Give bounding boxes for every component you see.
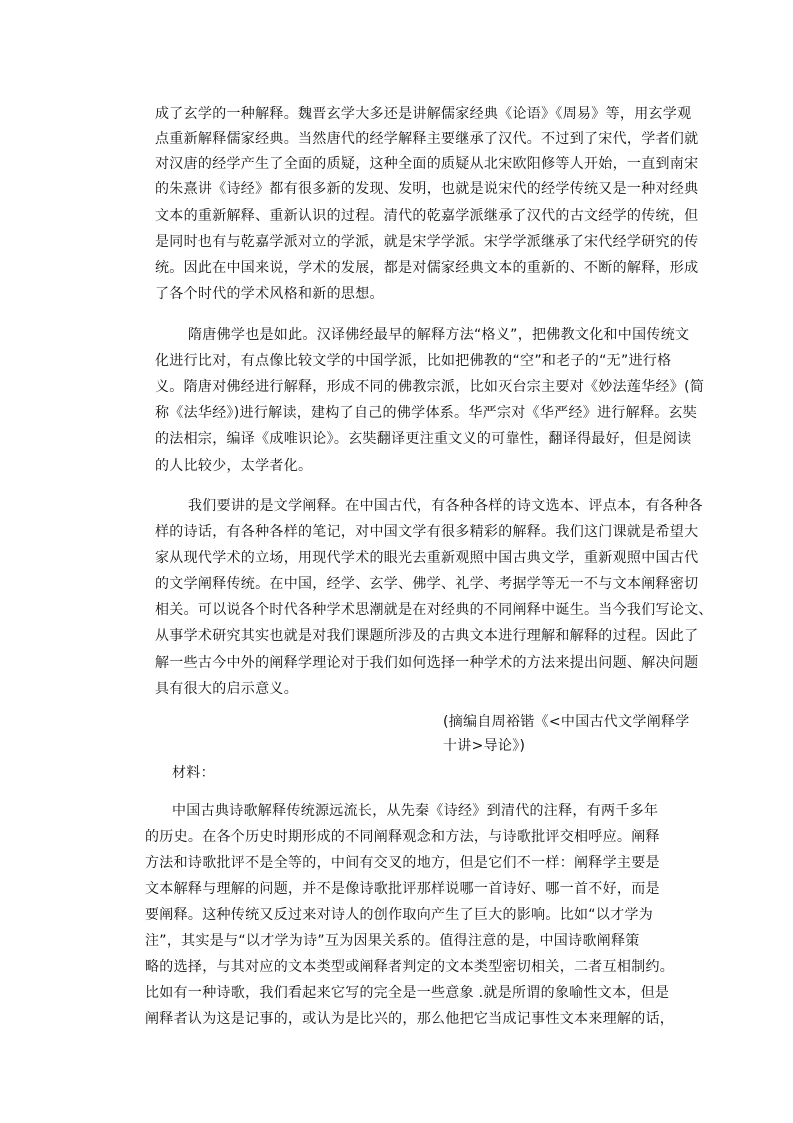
body-line: 具有很大的启示意义。 [155, 681, 298, 697]
material-line: 比如有一种诗歌，我们看起来它写的完全是一些意象 .就是所谓的象喻性文本，但是 [145, 985, 670, 1001]
body-line: 成了玄学的一种解释。魏晋玄学大多还是讲解儒家经典《论语》《周易》等，用玄学观 [155, 106, 692, 122]
body-line: 我们要讲的是文学阐释。在中国古代，有各种各样的诗文选本、评点本，有各种各 [188, 498, 703, 514]
body-line: 的法相宗，编译《成唯识论》。玄奘翻译更注重文义的可靠性，翻译得最好，但是阅读 [155, 431, 692, 447]
body-line: 是同时也有与乾嘉学派对立的学派，就是宋学学派。宋学学派继承了宋代经学研究的传 [155, 234, 699, 250]
material-line: 要阐释。这种传统又反过来对诗人的创作取向产生了巨大的影响。比如“以才学为 [145, 907, 654, 923]
body-line: 的人比较少，太学者化。 [155, 458, 313, 474]
body-line: 相关。可以说各个时代各种学术思潮就是在对经典的不同阐释中诞生。当今我们写论文、 [155, 602, 713, 618]
body-line: 文本的重新解释、重新认识的过程。清代的乾嘉学派继承了汉代的古文经学的传统，但 [155, 208, 699, 224]
body-line: 家从现代学术的立场，用现代学术的眼光去重新观照中国古典文学，重新观照中国古代 [155, 550, 699, 566]
material-line: 的历史。在各个历史时期形成的不同阐释观念和方法，与诗歌批评交相呼应。阐释 [145, 829, 660, 845]
body-line: 解一些古今中外的阐释学理论对于我们如何选择一种学术的方法来提出问题、解决问题 [155, 655, 699, 671]
body-line: 称《法华经》)进行解读，建构了自己的佛学体系。华严宗对《华严经》进行解释。玄奘 [155, 405, 698, 421]
body-line: 从事学术研究其实也就是对我们课题所涉及的古典文本进行理解和解释的过程。因此了 [155, 628, 699, 644]
body-line: 的文学阐释传统。在中国，经学、玄学、佛学、礼学、考据学等无一不与文本阐释密切 [155, 576, 699, 592]
body-line: 了各个时代的学术风格和新的思想。 [155, 286, 384, 302]
body-line: 统。因此在中国来说，学术的发展，都是对儒家经典文本的重新的、不断的解释，形成 [155, 260, 699, 276]
body-line: 隋唐佛学也是如此。汉译佛经最早的解释方法“格义”，把佛教文化和中国传统文 [188, 327, 690, 343]
body-line: 化进行比对，有点像比较文学的中国学派，比如把佛教的“空”和老子的“无”进行格 [155, 353, 672, 369]
body-line: 样的诗话，有各种各样的笔记，对中国文学有很多精彩的解释。我们这门课就是希望大 [155, 524, 699, 540]
body-line: 的朱熹讲《诗经》都有很多新的发现、发明，也就是说宋代的经学传统又是一种对经典 [155, 181, 699, 197]
material-line: 中国古典诗歌解释传统源远流长，从先秦《诗经》到清代的注释，有两千多年 [172, 803, 659, 819]
material-line: 注”，其实是与“以才学为诗”互为因果关系的。值得注意的是，中国诗歌阐释策 [145, 933, 640, 949]
material-label: 材料： [172, 765, 215, 781]
source-citation: (摘编自周裕锴《<中国古代文学阐释学 [443, 714, 690, 730]
source-citation: 十讲>导论》) [443, 738, 526, 754]
material-line: 方法和诗歌批评不是全等的，中间有交叉的地方，但是它们不一样：阐释学主要是 [145, 855, 660, 871]
body-line: 对汉唐的经学产生了全面的质疑，这种全面的质疑从北宋欧阳修等人开始，一直到南宋 [155, 156, 699, 172]
material-line: 略的选择，与其对应的文本类型或阐释者判定的文本类型密切相关，二者互相制约。 [145, 959, 675, 975]
material-line: 阐释者认为这是记事的，或认为是比兴的，那么他把它当成记事性文本来理解的话， [145, 1011, 675, 1027]
body-line: 义。隋唐对佛经进行解释，形成不同的佛教宗派，比如灭台宗主要对《妙法莲华经》(简 [155, 379, 705, 395]
material-line: 文本解释与理解的问题，并不是像诗歌批评那样说哪一首诗好、哪一首不好，而是 [145, 881, 660, 897]
body-line: 点重新解释儒家经典。当然唐代的经学解释主要继承了汉代。不过到了宋代，学者们就 [155, 131, 699, 147]
